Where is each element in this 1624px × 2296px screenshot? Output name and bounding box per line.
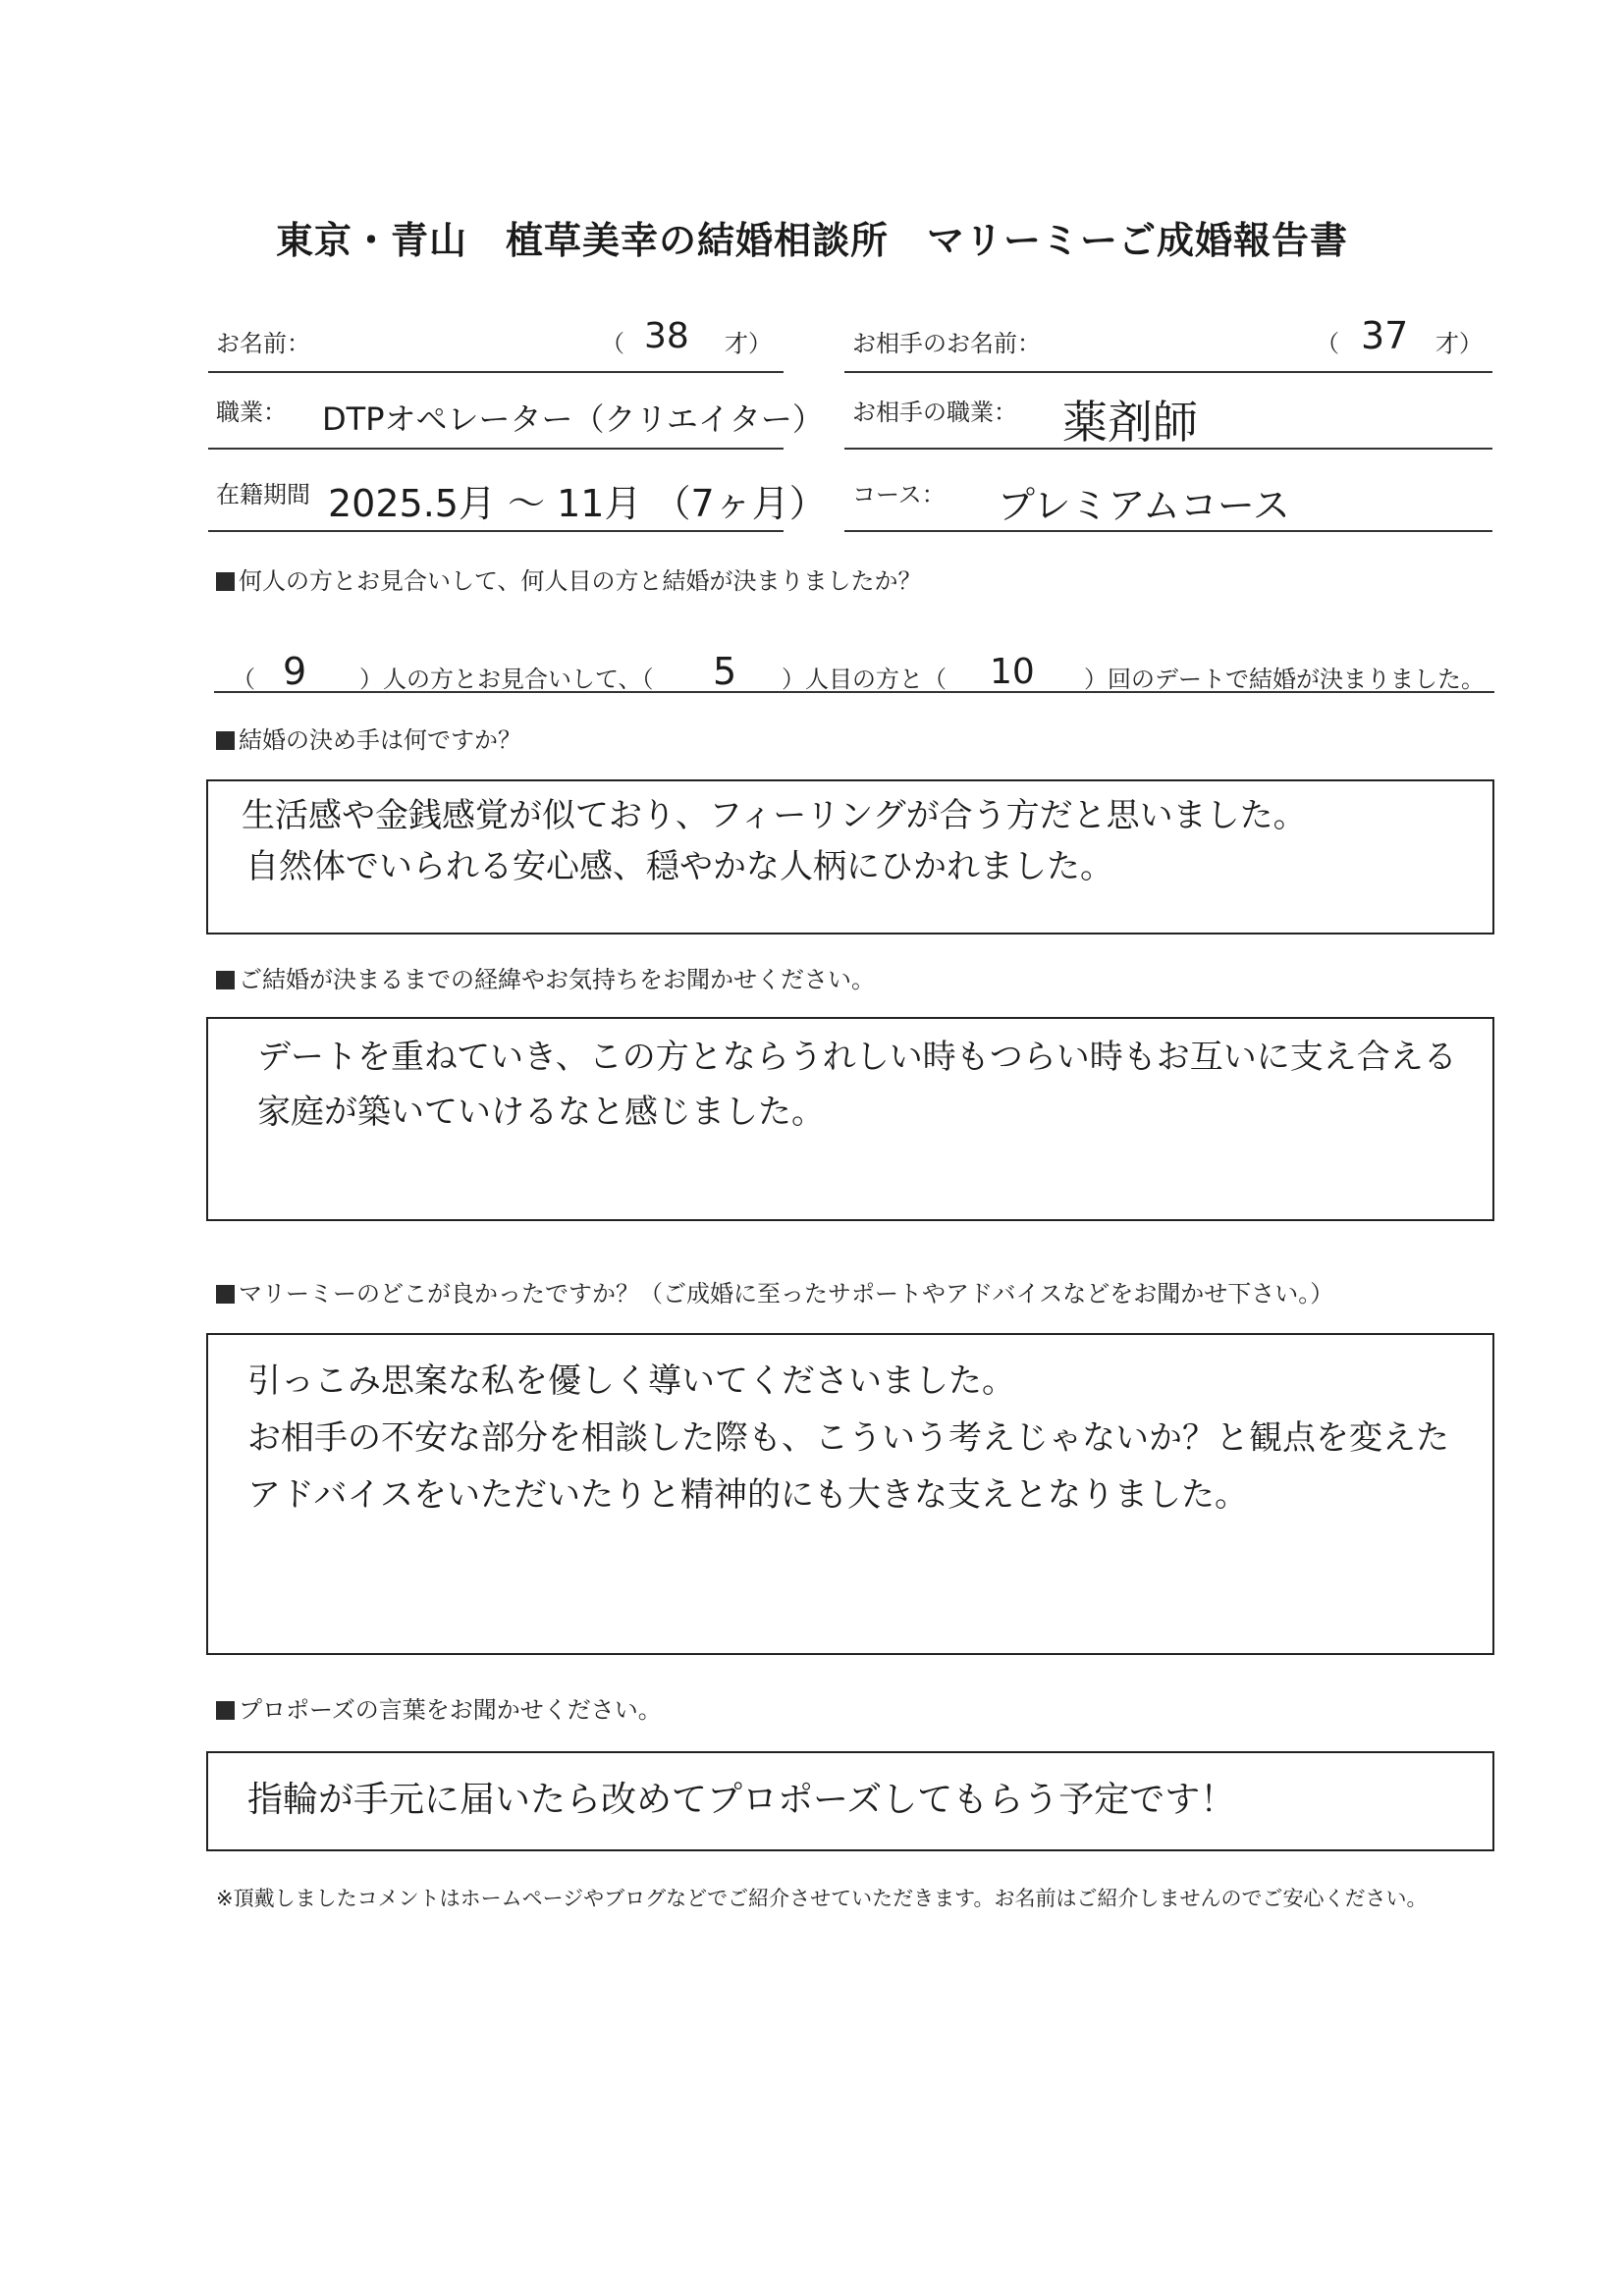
partner-age-value: 37: [1361, 314, 1409, 357]
q4-answer-line-1: 引っこみ思案な私を優しく導いてくださいました。: [247, 1362, 1015, 1401]
course-label: コース：: [852, 481, 946, 508]
footer-note: ※頂戴しましたコメントはホームページやブログなどでご紹介させていただきます。お名前はご紹介しませんのでご安心ください。: [216, 1887, 1428, 1910]
q2-answer-line-2: 自然体でいられる安心感、穏やかな人柄にひかれました。: [245, 847, 1113, 886]
partner-name-underline: [844, 371, 1492, 373]
partner-job-underline: [844, 448, 1492, 450]
question-1-text: 何人の方とお見合いして、何人目の方と結婚が決まりましたか？: [239, 567, 922, 595]
q3-answer-line-2: 家庭が築いていけるなと感じました。: [257, 1093, 825, 1132]
q5-answer-box: [206, 1751, 1494, 1851]
question-4: [216, 1274, 1333, 1308]
question-4-text: マリーミーのどこが良かったですか？（ご成婚に至ったサポートやアドバイスなどをお聞かせ下さい。）: [239, 1280, 1334, 1308]
partner-age-open: （: [1316, 330, 1339, 357]
question-5-text: プロポーズの言葉をお聞かせください。: [239, 1696, 662, 1724]
question-2: [216, 721, 521, 755]
q2-answer-line-1: 生活感や金銭感覚が似ており、フィーリングが合う方だと思いました。: [242, 796, 1307, 835]
q1-open: （: [232, 666, 255, 693]
question-1: [216, 561, 922, 596]
question-3-text: ご結婚が決まるまでの経緯やお気持ちをお聞かせください。: [239, 966, 875, 993]
partner-age-unit: 才）: [1435, 330, 1483, 357]
age-value: 38: [644, 316, 689, 356]
name-underline: [208, 371, 784, 373]
square-bullet-icon: [216, 572, 235, 591]
square-bullet-icon: [216, 1285, 235, 1304]
course-underline: [844, 530, 1492, 532]
partner-name-label: お相手のお名前：: [852, 330, 1041, 357]
period-underline: [208, 530, 784, 532]
q2-answer-box: [206, 779, 1494, 934]
q1-count-met: 9: [283, 650, 307, 693]
partner-job-label: お相手の職業：: [852, 399, 1017, 426]
question-5: [216, 1690, 662, 1725]
period-label: 在籍期間: [216, 481, 310, 508]
question-2-text: 結婚の決め手は何ですか？: [239, 726, 521, 754]
square-bullet-icon: [216, 731, 235, 750]
name-label: お名前：: [216, 330, 310, 357]
age-open: （: [601, 330, 624, 357]
q3-answer-box: [206, 1017, 1494, 1221]
job-label: 職業：: [216, 399, 287, 426]
course-value: プレミアムコース: [998, 484, 1290, 527]
square-bullet-icon: [216, 971, 235, 989]
document-title: 東京・青山 植草美幸の結婚相談所 マリーミーご成婚報告書: [275, 219, 1348, 262]
q1-text2: ）人目の方と（: [782, 666, 947, 693]
q5-answer-line-1: 指輪が手元に届いたら改めてプロポーズしてもらう予定です！: [247, 1780, 1236, 1820]
question-3: [216, 960, 875, 994]
q4-answer-line-3: アドバイスをいただいたりと精神的にも大きな支えとなりました。: [247, 1475, 1248, 1515]
age-unit: 才）: [725, 330, 772, 357]
q4-answer-line-2: お相手の不安な部分を相談した際も、こういう考えじゃないか？と観点を変えた: [247, 1418, 1449, 1458]
q1-nth: 5: [713, 650, 737, 693]
job-value: DTPオペレーター（クリエイター）: [322, 400, 824, 438]
q1-underline: [214, 691, 1494, 693]
q1-text1: ）人の方とお見合いして、（: [359, 666, 654, 693]
partner-job-value: 薬剤師: [1062, 396, 1198, 449]
job-underline: [208, 448, 784, 450]
q1-dates: 10: [990, 652, 1035, 692]
q3-answer-line-1: デートを重ねていき、この方とならうれしい時もつらい時もお互いに支え合える: [257, 1038, 1457, 1077]
period-value: 2025.5月 〜 11月 （7ヶ月）: [328, 482, 827, 525]
square-bullet-icon: [216, 1701, 235, 1720]
q4-answer-box: [206, 1333, 1494, 1655]
q1-text3: ）回のデートで結婚が決まりました。: [1084, 666, 1485, 693]
